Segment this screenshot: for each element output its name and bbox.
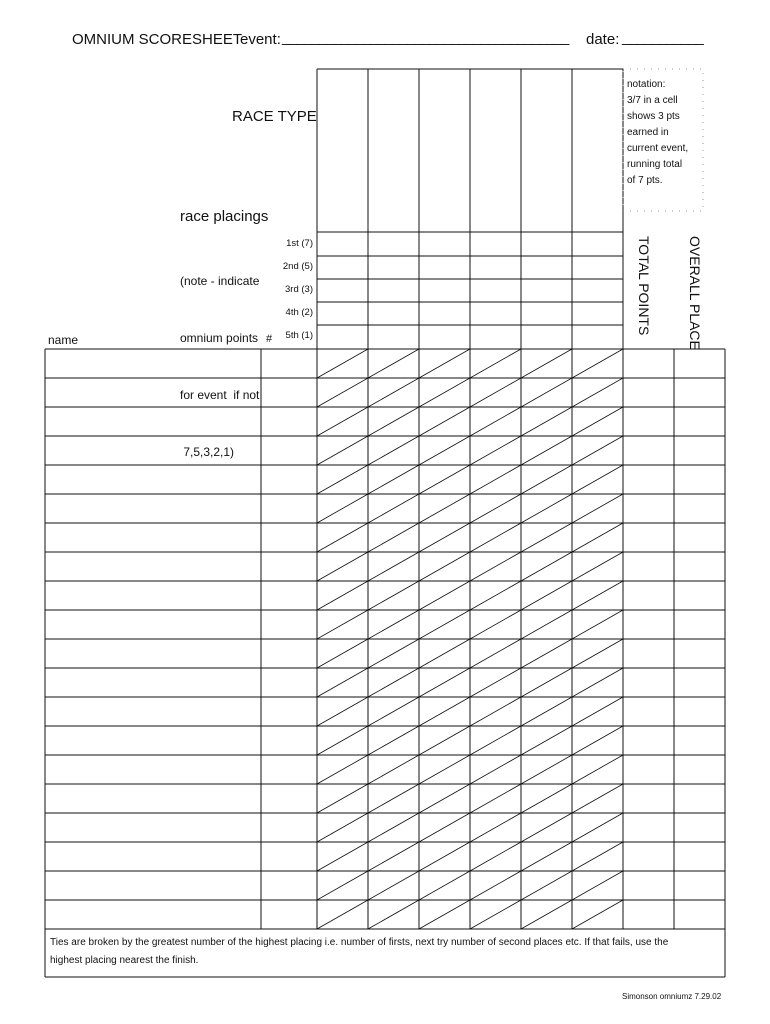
- cell-diagonal: [470, 842, 521, 871]
- cell-diagonal: [317, 784, 368, 813]
- cell-diagonal: [419, 552, 470, 581]
- cell-diagonal: [368, 523, 419, 552]
- cell-diagonal: [521, 842, 572, 871]
- cell-diagonal: [317, 494, 368, 523]
- cell-diagonal: [572, 378, 623, 407]
- cell-diagonal: [368, 465, 419, 494]
- cell-diagonal: [419, 871, 470, 900]
- cell-diagonal: [317, 697, 368, 726]
- date-label: date:: [586, 31, 620, 48]
- cell-diagonal: [572, 494, 623, 523]
- cell-diagonal: [521, 436, 572, 465]
- cell-diagonal: [521, 523, 572, 552]
- cell-diagonal: [470, 436, 521, 465]
- cell-diagonal: [470, 465, 521, 494]
- cell-diagonal: [572, 639, 623, 668]
- cell-diagonal: [470, 523, 521, 552]
- cell-diagonal: [521, 697, 572, 726]
- notation-line: earned in: [627, 127, 669, 138]
- cell-diagonal: [521, 755, 572, 784]
- cell-diagonal: [317, 407, 368, 436]
- cell-diagonal: [470, 494, 521, 523]
- date-field[interactable]: ___________: [622, 29, 703, 46]
- cell-diagonal: [419, 436, 470, 465]
- note-line: omnium points: [180, 331, 259, 345]
- cell-diagonal: [419, 407, 470, 436]
- cell-diagonal: [419, 378, 470, 407]
- cell-diagonal: [368, 842, 419, 871]
- notation-line: shows 3 pts: [627, 111, 680, 122]
- cell-diagonal: [521, 407, 572, 436]
- cell-diagonal: [368, 610, 419, 639]
- race-type-label: RACE TYPE: [232, 108, 317, 125]
- cell-diagonal: [470, 639, 521, 668]
- cell-diagonal: [470, 378, 521, 407]
- cell-diagonal: [572, 436, 623, 465]
- cell-diagonal: [572, 784, 623, 813]
- sheet-title: OMNIUM SCORESHEET: [72, 31, 243, 48]
- cell-diagonal: [470, 871, 521, 900]
- note-line: for event if not: [180, 388, 260, 402]
- cell-diagonal: [572, 523, 623, 552]
- footnote-line: highest placing nearest the finish.: [50, 955, 199, 966]
- cell-diagonal: [368, 552, 419, 581]
- cell-diagonal: [521, 552, 572, 581]
- cell-diagonal: [419, 610, 470, 639]
- cell-diagonal: [572, 407, 623, 436]
- cell-diagonal: [368, 871, 419, 900]
- name-column-header: name: [48, 333, 79, 347]
- cell-diagonal: [470, 755, 521, 784]
- cell-diagonal: [470, 668, 521, 697]
- cell-diagonal: [521, 639, 572, 668]
- cell-diagonal: [317, 349, 368, 378]
- cell-diagonal: [521, 784, 572, 813]
- cell-diagonal: [317, 871, 368, 900]
- cell-diagonal: [572, 581, 623, 610]
- cell-diagonal: [419, 784, 470, 813]
- cell-diagonal: [419, 465, 470, 494]
- notation-line: current event,: [627, 143, 689, 154]
- event-label: event:: [240, 31, 281, 48]
- cell-diagonal: [368, 436, 419, 465]
- notation-line: running total: [627, 159, 683, 170]
- cell-diagonal: [470, 581, 521, 610]
- cell-diagonal: [470, 407, 521, 436]
- cell-diagonal: [368, 726, 419, 755]
- cell-diagonal: [317, 813, 368, 842]
- cell-diagonal: [368, 697, 419, 726]
- cell-diagonal: [470, 697, 521, 726]
- cell-diagonal: [317, 552, 368, 581]
- cell-diagonal: [368, 900, 419, 929]
- cell-diagonal: [572, 900, 623, 929]
- cell-diagonal: [368, 784, 419, 813]
- cell-diagonal: [572, 610, 623, 639]
- cell-diagonal: [470, 900, 521, 929]
- cell-diagonal: [419, 900, 470, 929]
- notation-line: 3/7 in a cell: [627, 95, 678, 106]
- place-label-1st: 1st (7): [286, 238, 313, 249]
- notation-line: of 7 pts.: [627, 175, 663, 186]
- race-placings-heading: race placings: [180, 208, 269, 225]
- note-line: 7,5,3,2,1): [180, 445, 235, 459]
- cell-diagonal: [368, 668, 419, 697]
- cell-diagonal: [419, 581, 470, 610]
- cell-diagonal: [317, 610, 368, 639]
- note-line: (note - indicate: [180, 274, 260, 288]
- cell-diagonal: [368, 813, 419, 842]
- cell-diagonal: [368, 755, 419, 784]
- cell-diagonal: [521, 465, 572, 494]
- cell-diagonal: [572, 552, 623, 581]
- place-label-3rd: 3rd (3): [285, 284, 313, 295]
- cell-diagonal: [419, 813, 470, 842]
- cell-diagonal: [521, 668, 572, 697]
- cell-diagonal: [368, 494, 419, 523]
- cell-diagonal: [572, 349, 623, 378]
- cell-diagonal: [470, 784, 521, 813]
- cell-diagonal: [419, 523, 470, 552]
- cell-diagonal: [317, 378, 368, 407]
- cell-diagonal: [572, 697, 623, 726]
- cell-diagonal: [470, 610, 521, 639]
- credit-text: Simonson omniumz 7.29.02: [622, 992, 722, 1001]
- cell-diagonal: [572, 726, 623, 755]
- cell-diagonal: [368, 581, 419, 610]
- cell-diagonal: [317, 668, 368, 697]
- cell-diagonal: [521, 610, 572, 639]
- cell-diagonal: [521, 871, 572, 900]
- total-points-header: TOTAL POINTS: [636, 236, 652, 336]
- tie-break-footnote: [50, 934, 722, 970]
- cell-diagonal: [572, 842, 623, 871]
- place-label-4th: 4th (2): [285, 307, 313, 318]
- cell-diagonal: [317, 523, 368, 552]
- footnote-line: Ties are broken by the greatest number of the highest placing i.e. number of firsts, next try number of second places etc. If that fails, use the: [50, 937, 669, 948]
- cell-diagonal: [368, 378, 419, 407]
- cell-diagonal: [419, 697, 470, 726]
- cell-diagonal: [419, 494, 470, 523]
- cell-diagonal: [317, 465, 368, 494]
- cell-diagonal: [572, 465, 623, 494]
- cell-diagonal: [470, 813, 521, 842]
- cell-diagonal: [419, 726, 470, 755]
- cell-diagonal: [419, 639, 470, 668]
- cell-diagonal: [572, 668, 623, 697]
- cell-diagonal: [521, 349, 572, 378]
- notation-box-border: [623, 69, 703, 211]
- cell-diagonal: [470, 349, 521, 378]
- cell-diagonal: [470, 552, 521, 581]
- cell-diagonal: [419, 668, 470, 697]
- cell-diagonal: [572, 871, 623, 900]
- cell-diagonal: [521, 900, 572, 929]
- cell-diagonal: [521, 726, 572, 755]
- cell-diagonal: [317, 726, 368, 755]
- overall-place-header: OVERALL PLACE: [687, 236, 703, 350]
- notation-line: notation:: [627, 79, 666, 90]
- cell-diagonal: [317, 755, 368, 784]
- cell-diagonal: [521, 813, 572, 842]
- cell-diagonal: [521, 581, 572, 610]
- cell-diagonal: [572, 813, 623, 842]
- cell-diagonal: [317, 842, 368, 871]
- cell-diagonal: [317, 900, 368, 929]
- cell-diagonal: [317, 639, 368, 668]
- cell-diagonal: [317, 436, 368, 465]
- event-field[interactable]: _______________________________________: [282, 29, 569, 46]
- number-column-header: #: [266, 333, 273, 345]
- cell-diagonal: [368, 407, 419, 436]
- cell-diagonal: [521, 378, 572, 407]
- cell-diagonal: [419, 755, 470, 784]
- cell-diagonal: [419, 349, 470, 378]
- cell-diagonal: [419, 842, 470, 871]
- cell-diagonal: [572, 755, 623, 784]
- cell-diagonal: [368, 639, 419, 668]
- cell-diagonal: [368, 349, 419, 378]
- cell-diagonal: [317, 581, 368, 610]
- place-label-5th: 5th (1): [285, 330, 313, 341]
- cell-diagonal: [521, 494, 572, 523]
- place-label-2nd: 2nd (5): [282, 261, 313, 272]
- cell-diagonal: [470, 726, 521, 755]
